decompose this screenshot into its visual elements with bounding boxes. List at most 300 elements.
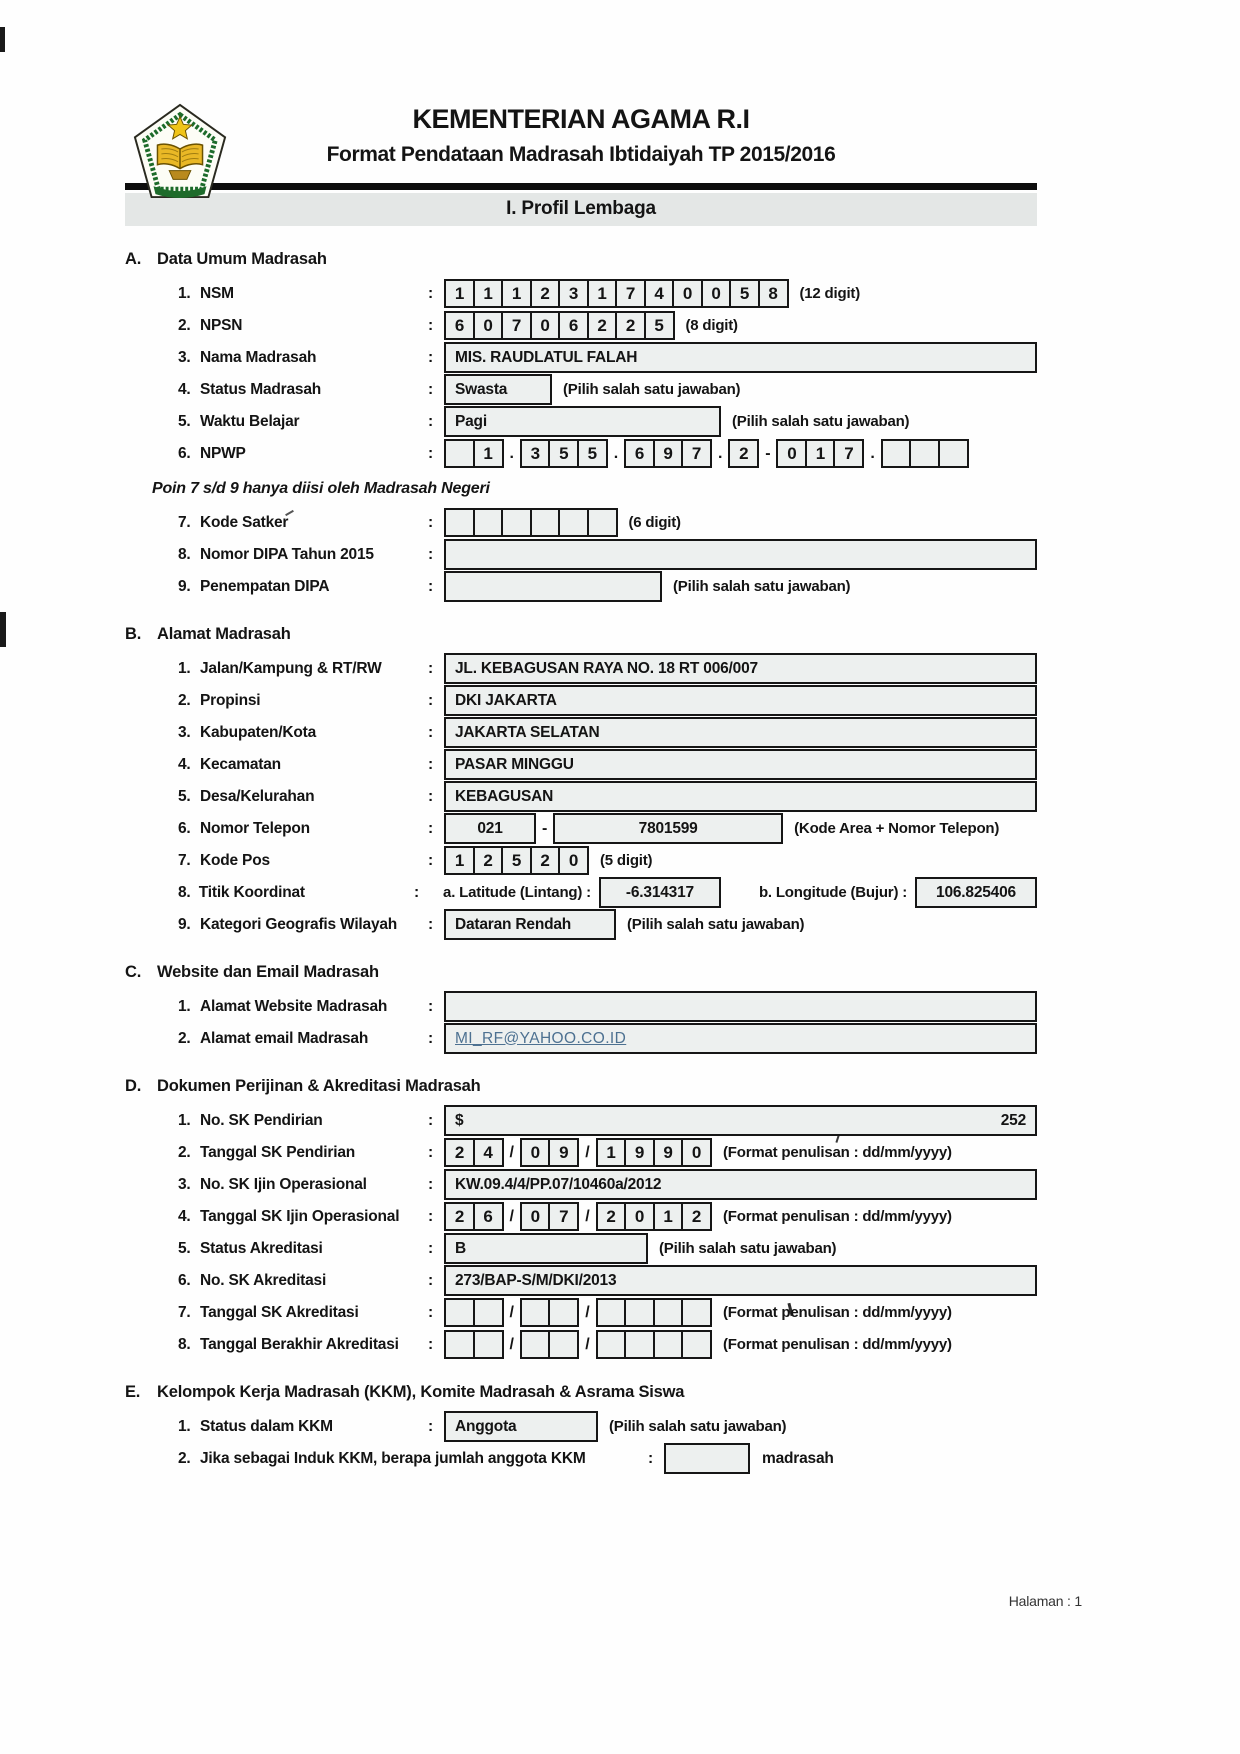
field-label: Penempatan DIPA — [200, 577, 330, 595]
field-hint: (Pilih salah satu jawaban) — [732, 413, 910, 430]
section-letter: A. — [125, 250, 142, 268]
section-data-umum — [125, 250, 1037, 601]
email-field — [444, 1023, 1037, 1054]
field-label: Desa/Kelurahan — [200, 787, 315, 805]
field-value: JAKARTA SELATAN — [455, 723, 600, 741]
npwp-separator: . — [613, 444, 618, 462]
website-field — [444, 991, 1037, 1022]
jumlah-anggota-field — [664, 1443, 750, 1474]
phone-separator: - — [542, 819, 548, 837]
row-sk-ijin — [178, 1170, 1037, 1199]
colon: : — [428, 819, 433, 837]
row-number: 2. — [178, 1143, 191, 1161]
status-madrasah-field — [444, 374, 552, 405]
field-hint: (12 digit) — [799, 285, 860, 302]
digit-cell: 2 — [530, 846, 561, 875]
npwp-separator: . — [509, 444, 514, 462]
row-number: 6. — [178, 444, 191, 462]
digit-cell: 0 — [624, 1202, 655, 1231]
section-banner: I. Profil Lembaga — [125, 193, 1037, 226]
digit-cell — [681, 1330, 712, 1359]
field-label: Nomor Telepon — [200, 819, 310, 837]
field-label: Jalan/Kampung & RT/RW — [200, 659, 382, 677]
field-label: Nama Madrasah — [200, 348, 317, 366]
colon: : — [428, 723, 433, 741]
digit-cell: 1 — [501, 279, 532, 308]
row-status-kkm — [178, 1412, 1037, 1441]
digit-cell: 9 — [548, 1138, 579, 1167]
date-separator: / — [585, 1335, 590, 1353]
digit-cell: 2 — [681, 1202, 712, 1231]
npwp-separator: . — [870, 444, 875, 462]
email-link[interactable]: MI_RF@YAHOO.CO.ID — [455, 1029, 627, 1047]
digit-cell — [909, 439, 940, 468]
field-value: Anggota — [455, 1417, 517, 1435]
npwp-boxes-1 — [444, 439, 504, 468]
field-label: Jika sebagai Induk KKM, berapa jumlah anggota KKM — [200, 1449, 586, 1467]
row-email — [178, 1024, 1037, 1053]
header-rule — [125, 183, 1037, 190]
section-alamat — [125, 625, 1037, 939]
kategori-geografis-field — [444, 909, 616, 940]
date-mm-boxes — [520, 1138, 580, 1167]
digit-cell: 0 — [520, 1202, 551, 1231]
digit-cell — [473, 1298, 504, 1327]
digit-cell: 5 — [729, 279, 760, 308]
date-yyyy-boxes — [596, 1202, 713, 1231]
kemenag-logo-icon — [131, 102, 229, 200]
digit-cell — [444, 508, 475, 537]
digit-cell: 1 — [805, 439, 836, 468]
row-jumlah-anggota-kkm — [178, 1444, 1037, 1473]
digit-cell: 2 — [530, 279, 561, 308]
digit-cell: 0 — [520, 1138, 551, 1167]
colon: : — [428, 915, 433, 933]
digit-cell: 9 — [653, 439, 684, 468]
row-website — [178, 992, 1037, 1021]
field-hint: (Format penulisan : dd/mm/yyyy) — [723, 1304, 952, 1321]
colon: : — [428, 577, 433, 595]
digit-cell: 6 — [473, 1202, 504, 1231]
field-value: 021 — [477, 819, 503, 837]
date-separator: / — [585, 1303, 590, 1321]
row-number: 3. — [178, 348, 191, 366]
form-title: KEMENTERIAN AGAMA R.I — [412, 104, 750, 134]
colon: : — [428, 997, 433, 1015]
date-dd-boxes — [444, 1202, 504, 1231]
digit-cell — [653, 1298, 684, 1327]
row-telepon — [178, 814, 1037, 843]
row-number: 1. — [178, 659, 191, 677]
colon: : — [428, 851, 433, 869]
row-desa — [178, 782, 1037, 811]
digit-cell: 1 — [596, 1138, 627, 1167]
row-titik-koordinat — [178, 878, 1037, 907]
npwp-boxes-5 — [776, 439, 864, 468]
field-label: Status Akreditasi — [200, 1239, 323, 1257]
date-separator: / — [509, 1207, 514, 1225]
row-number: 5. — [178, 787, 191, 805]
section-title: Dokumen Perijinan & Akreditasi Madrasah — [157, 1077, 481, 1095]
date-yyyy-boxes — [596, 1138, 713, 1167]
date-dd-boxes — [444, 1330, 504, 1359]
npwp-separator: . — [718, 444, 723, 462]
field-label: Tanggal Berakhir Akreditasi — [200, 1335, 399, 1353]
digit-cell — [624, 1298, 655, 1327]
field-value: Swasta — [455, 380, 508, 398]
field-label: Tanggal SK Akreditasi — [200, 1303, 359, 1321]
digit-cell — [444, 1330, 475, 1359]
nomor-dipa-field — [444, 539, 1037, 570]
section-letter: E. — [125, 1383, 141, 1401]
field-hint: (Pilih salah satu jawaban) — [673, 578, 851, 595]
field-label: Tanggal SK Pendirian — [200, 1143, 356, 1161]
field-value: MIS. RAUDLATUL FALAH — [455, 348, 638, 366]
digit-cell: 8 — [758, 279, 789, 308]
digit-cell — [520, 1330, 551, 1359]
digit-cell — [653, 1330, 684, 1359]
digit-cell — [520, 1298, 551, 1327]
colon: : — [428, 755, 433, 773]
colon: : — [648, 1449, 653, 1467]
date-mm-boxes — [520, 1330, 580, 1359]
date-separator: / — [585, 1207, 590, 1225]
digit-cell: 6 — [444, 311, 475, 340]
row-penempatan-dipa — [178, 572, 1037, 601]
row-number: 3. — [178, 1175, 191, 1193]
field-label: Kabupaten/Kota — [200, 723, 317, 741]
row-number: 8. — [178, 883, 191, 901]
section-dokumen — [125, 1077, 1037, 1359]
colon: : — [428, 1143, 433, 1161]
field-label: Kecamatan — [200, 755, 281, 773]
field-value: KEBAGUSAN — [455, 787, 554, 805]
date-separator: / — [509, 1143, 514, 1161]
digit-cell — [587, 508, 618, 537]
row-number: 1. — [178, 997, 191, 1015]
status-akreditasi-field — [444, 1233, 648, 1264]
digit-cell: 3 — [520, 439, 551, 468]
row-number: 8. — [178, 545, 191, 563]
row-number: 2. — [178, 691, 191, 709]
digit-cell: 5 — [577, 439, 608, 468]
digit-cell: 2 — [587, 311, 618, 340]
row-tanggal-berakhir-akreditasi — [178, 1330, 1037, 1359]
row-number: 4. — [178, 755, 191, 773]
kode-satker-boxes — [444, 508, 618, 537]
digit-cell: 0 — [672, 279, 703, 308]
digit-cell: 0 — [473, 311, 504, 340]
penempatan-dipa-field — [444, 571, 662, 602]
digit-cell: 0 — [776, 439, 807, 468]
digit-cell: 1 — [444, 846, 475, 875]
row-number: 5. — [178, 1239, 191, 1257]
row-npsn — [178, 311, 1037, 340]
row-number: 6. — [178, 1271, 191, 1289]
row-propinsi — [178, 686, 1037, 715]
colon: : — [428, 316, 433, 334]
colon: : — [428, 444, 433, 462]
field-hint: (5 digit) — [600, 852, 653, 869]
field-label: Kode Satker — [200, 513, 289, 531]
row-sk-akreditasi — [178, 1266, 1037, 1295]
row-number: 9. — [178, 577, 191, 595]
colon: : — [428, 1335, 433, 1353]
row-status-madrasah — [178, 375, 1037, 404]
row-number: 5. — [178, 412, 191, 430]
nsm-digit-boxes — [444, 279, 789, 308]
digit-cell — [548, 1330, 579, 1359]
row-status-akreditasi — [178, 1234, 1037, 1263]
date-mm-boxes — [520, 1298, 580, 1327]
digit-cell: 1 — [473, 439, 504, 468]
negeri-only-note: Poin 7 s/d 9 hanya diisi oleh Madrasah Negeri — [152, 480, 490, 497]
section-letter: B. — [125, 625, 142, 643]
row-kode-satker — [178, 508, 1037, 537]
digit-cell: 1 — [653, 1202, 684, 1231]
digit-cell — [444, 1298, 475, 1327]
kode-area-field — [444, 813, 536, 844]
row-kategori-geografis — [178, 910, 1037, 939]
field-label: NPWP — [200, 444, 246, 462]
digit-cell — [681, 1298, 712, 1327]
propinsi-field — [444, 685, 1037, 716]
digit-cell: 3 — [558, 279, 589, 308]
field-label: NSM — [200, 284, 234, 302]
row-number: 1. — [178, 1111, 191, 1129]
date-yyyy-boxes — [596, 1298, 713, 1327]
digit-cell: 7 — [833, 439, 864, 468]
row-tanggal-sk-akreditasi — [178, 1298, 1037, 1327]
digit-cell: 5 — [644, 311, 675, 340]
field-label: Tanggal SK Ijin Operasional — [200, 1207, 400, 1225]
field-hint: (Kode Area + Nomor Telepon) — [794, 820, 1000, 837]
field-hint: (Pilih salah satu jawaban) — [563, 381, 741, 398]
field-value: Pagi — [455, 412, 487, 430]
date-dd-boxes — [444, 1298, 504, 1327]
desa-field — [444, 781, 1037, 812]
kabupaten-field — [444, 717, 1037, 748]
scan-artifact — [0, 27, 5, 52]
section-title: Website dan Email Madrasah — [157, 963, 379, 981]
colon: : — [428, 1207, 433, 1225]
colon: : — [428, 1271, 433, 1289]
row-number: 6. — [178, 819, 191, 837]
form-header — [125, 0, 1037, 226]
form-subtitle: Format Pendataan Madrasah Ibtidaiyah TP 2015/2016 — [326, 143, 836, 166]
row-kode-pos — [178, 846, 1037, 875]
row-tanggal-sk-pendirian — [178, 1138, 1037, 1167]
field-hint: (8 digit) — [685, 317, 738, 334]
digit-cell: 4 — [644, 279, 675, 308]
row-number: 7. — [178, 1303, 191, 1321]
nomor-telepon-field — [553, 813, 783, 844]
section-kkm — [125, 1383, 1037, 1473]
colon: : — [428, 787, 433, 805]
field-label: Status Madrasah — [200, 380, 322, 398]
npwp-boxes-4 — [728, 439, 759, 468]
digit-cell: 5 — [501, 846, 532, 875]
npwp-separator: - — [765, 444, 771, 462]
kecamatan-field — [444, 749, 1037, 780]
digit-cell: 7 — [501, 311, 532, 340]
row-npwp — [178, 439, 1037, 468]
digit-cell: 2 — [473, 846, 504, 875]
field-value: DKI JAKARTA — [455, 691, 557, 709]
colon: : — [428, 1239, 433, 1257]
field-label: Alamat Website Madrasah — [200, 997, 388, 1015]
jalan-field — [444, 653, 1037, 684]
row-nsm — [178, 279, 1037, 308]
row-jalan — [178, 654, 1037, 683]
digit-cell: 9 — [624, 1138, 655, 1167]
colon: : — [428, 513, 433, 531]
field-value: KW.09.4/4/PP.07/10460a/2012 — [455, 1175, 662, 1193]
row-number: 1. — [178, 1417, 191, 1435]
colon: : — [428, 1111, 433, 1129]
field-value-right: 252 — [1000, 1111, 1026, 1129]
field-hint: (Format penulisan : dd/mm/yyyy) — [723, 1208, 952, 1225]
date-separator: / — [585, 1143, 590, 1161]
field-label: Titik Koordinat — [198, 883, 305, 901]
field-value: 7801599 — [638, 819, 698, 837]
colon: : — [428, 1303, 433, 1321]
section-letter: C. — [125, 963, 142, 981]
colon: : — [428, 284, 433, 302]
field-hint: (Format penulisan : dd/mm/yyyy) — [723, 1336, 952, 1353]
section-title: Kelompok Kerja Madrasah (KKM), Komite Madrasah & Asrama Siswa — [157, 1383, 685, 1401]
field-hint: (Pilih salah satu jawaban) — [627, 916, 805, 933]
field-label: No. SK Ijin Operasional — [200, 1175, 367, 1193]
npsn-digit-boxes — [444, 311, 675, 340]
nama-madrasah-field — [444, 342, 1037, 373]
date-dd-boxes — [444, 1138, 504, 1167]
digit-cell: 5 — [548, 439, 579, 468]
colon: : — [428, 412, 433, 430]
row-number: 3. — [178, 723, 191, 741]
row-number: 2. — [178, 1449, 191, 1467]
colon: : — [428, 659, 433, 677]
digit-cell: 2 — [615, 311, 646, 340]
colon: : — [428, 380, 433, 398]
digit-cell — [938, 439, 969, 468]
digit-cell — [548, 1298, 579, 1327]
npwp-boxes-3 — [624, 439, 712, 468]
field-label: Kode Pos — [200, 851, 270, 869]
row-waktu-belajar — [178, 407, 1037, 436]
section-letter: D. — [125, 1077, 142, 1095]
field-suffix: madrasah — [762, 1449, 834, 1467]
digit-cell: 1 — [587, 279, 618, 308]
digit-cell — [881, 439, 912, 468]
date-separator: / — [509, 1335, 514, 1353]
colon: : — [428, 1029, 433, 1047]
digit-cell: 6 — [624, 439, 655, 468]
date-yyyy-boxes — [596, 1330, 713, 1359]
row-nomor-dipa — [178, 540, 1037, 569]
digit-cell: 6 — [558, 311, 589, 340]
colon: : — [428, 545, 433, 563]
field-hint: (Pilih salah satu jawaban) — [609, 1418, 787, 1435]
row-nama-madrasah — [178, 343, 1037, 372]
longitude-field — [915, 877, 1037, 908]
digit-cell — [530, 508, 561, 537]
field-value: 106.825406 — [936, 883, 1016, 901]
colon: : — [428, 1175, 433, 1193]
digit-cell: 9 — [653, 1138, 684, 1167]
field-label: Waktu Belajar — [200, 412, 300, 430]
row-number: 4. — [178, 380, 191, 398]
field-label: No. SK Akreditasi — [200, 1271, 327, 1289]
row-number: 1. — [178, 284, 191, 302]
row-kecamatan — [178, 750, 1037, 779]
field-hint: (Format penulisan : dd/mm/yyyy) — [723, 1144, 952, 1161]
field-label: Nomor DIPA Tahun 2015 — [200, 545, 374, 563]
row-number: 8. — [178, 1335, 191, 1353]
row-sk-pendirian — [178, 1106, 1037, 1135]
kode-pos-boxes — [444, 846, 589, 875]
sk-akreditasi-field — [444, 1265, 1037, 1296]
digit-cell — [473, 508, 504, 537]
latitude-field — [599, 877, 721, 908]
digit-cell: 0 — [530, 311, 561, 340]
digit-cell: 7 — [681, 439, 712, 468]
field-value: Dataran Rendah — [455, 915, 572, 933]
date-mm-boxes — [520, 1202, 580, 1231]
field-label: Alamat email Madrasah — [200, 1029, 369, 1047]
sk-pendirian-field — [444, 1105, 1037, 1136]
row-number: 2. — [178, 1029, 191, 1047]
row-tanggal-sk-ijin — [178, 1202, 1037, 1231]
field-label: NPSN — [200, 316, 243, 334]
digit-cell — [473, 1330, 504, 1359]
npwp-boxes-6 — [881, 439, 969, 468]
status-kkm-field — [444, 1411, 598, 1442]
scan-artifact — [0, 612, 6, 647]
digit-cell: 2 — [596, 1202, 627, 1231]
colon: : — [428, 348, 433, 366]
field-value: -6.314317 — [625, 883, 694, 901]
row-kabupaten — [178, 718, 1037, 747]
field-hint: (Pilih salah satu jawaban) — [659, 1240, 837, 1257]
field-value-left: $ — [455, 1111, 464, 1129]
digit-cell — [596, 1330, 627, 1359]
latitude-label: a. Latitude (Lintang) : — [443, 884, 591, 901]
section-website-email — [125, 963, 1037, 1053]
digit-cell: 0 — [701, 279, 732, 308]
row-number: 7. — [178, 513, 191, 531]
page-number: Halaman : 1 — [1008, 1593, 1082, 1609]
colon: : — [428, 691, 433, 709]
digit-cell: 2 — [444, 1202, 475, 1231]
digit-cell: 1 — [473, 279, 504, 308]
section-title: Alamat Madrasah — [157, 625, 291, 643]
digit-cell: 0 — [681, 1138, 712, 1167]
digit-cell: 7 — [615, 279, 646, 308]
digit-cell: 0 — [558, 846, 589, 875]
field-label: Status dalam KKM — [200, 1417, 333, 1435]
field-label: Kategori Geografis Wilayah — [200, 915, 398, 933]
colon: : — [413, 883, 419, 901]
colon: : — [428, 1417, 433, 1435]
field-hint: (6 digit) — [628, 514, 681, 531]
digit-cell — [444, 439, 475, 468]
row-number: 2. — [178, 316, 191, 334]
field-value: 273/BAP-S/M/DKI/2013 — [455, 1271, 617, 1289]
digit-cell: 2 — [728, 439, 759, 468]
row-number: 4. — [178, 1207, 191, 1225]
digit-cell — [596, 1298, 627, 1327]
